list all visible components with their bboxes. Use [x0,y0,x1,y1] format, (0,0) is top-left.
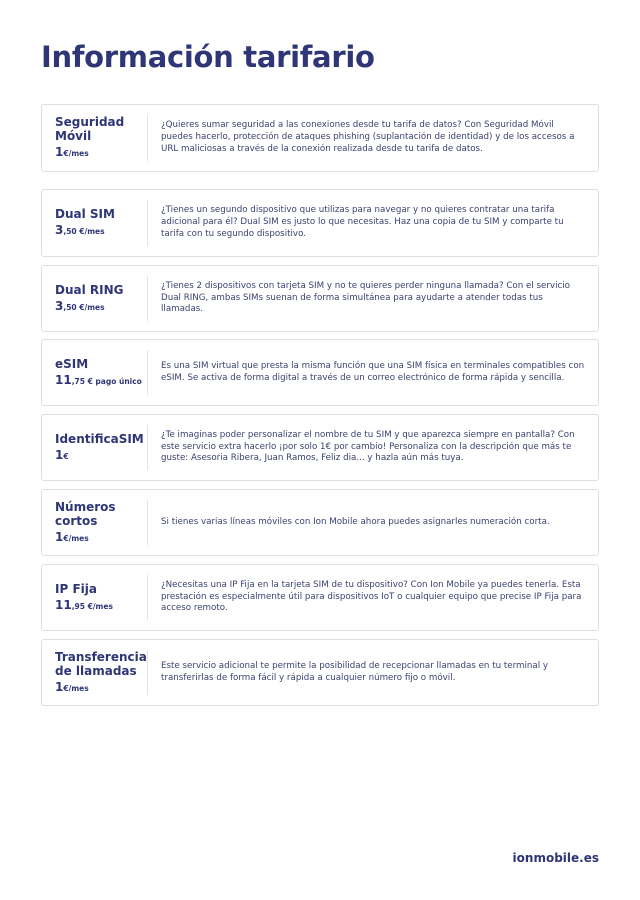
service-description: ¿Tienes 2 dispositivos con tarjeta SIM y no te quieres perder ninguna llamada? Con el servicio Dual RING, ambas SIMs suenan de forma simultánea para ayudarte a atender todas tus llamadas. [161,280,570,315]
service-price [55,298,147,315]
page-title: Información tarifario [41,40,375,74]
service-description: Este servicio adicional te permite la posibilidad de recepcionar llamadas en tu terminal y transferirlas de forma fácil y rápida a cualquier número fijo o móvil. [161,660,549,683]
price-unit: €/mes [63,533,89,543]
price-unit: ,95 €/mes [71,601,113,611]
service-name: IdentificaSIM [55,431,144,446]
service-price [55,447,147,464]
service-price [55,372,147,389]
service-description: ¿Te imaginas poder personalizar el nombre de tu SIM y que aparezca siempre en pantalla? Con este servicio extra hacerlo ¡por solo 1€ por cambio! Personaliza con la descripción que más te guste: Asesoria Ribera, Juan Ramos, Feliz dia... y hazla aún más tuya. [161,429,575,464]
service-price [55,222,147,239]
price-unit: €/mes [63,683,89,693]
price-amount: 11 [55,372,72,387]
service-description: ¿Quieres sumar seguridad a las conexiones desde tu tarifa de datos? Con Seguridad Móvil puedes hacerlo, protección de ataques phishing (suplantación de identidad) y de los accesos a URL maliciosas a través de la conexión realizada desde tu tarifa de datos. [161,120,575,154]
service-name: Números cortos [55,499,116,528]
price-unit: ,75 € pago único [71,376,142,386]
service-summary [42,425,148,470]
service-summary [42,200,148,246]
service-price [55,597,147,614]
service-card-ip-fija [41,564,599,631]
price-amount: 1 [55,145,64,159]
service-summary [42,650,148,695]
service-price [55,529,147,546]
service-card-transferencia-llamadas [41,639,599,706]
service-card-dual-ring [41,265,599,332]
service-name: Seguridad Móvil [55,115,125,143]
service-summary [42,575,148,620]
service-list [41,104,599,706]
service-card-seguridad-movil [41,104,599,172]
service-description: Es una SIM virtual que presta la misma función que una SIM física en terminales compatibles con eSIM. Se activa de forma digital a través de un correo electrónico de forma rápida y sencilla. [161,360,585,383]
price-amount: 1 [55,529,64,544]
service-summary [42,500,148,545]
service-card-dual-sim [41,189,599,257]
price-unit: € [63,451,69,461]
service-description: ¿Necesitas una IP Fija en la tarjeta SIM de tu dispositivo? Con Ion Mobile ya puedes tenerla. Esta prestación es especialmente útil para dispositivos IoT o cualquier equipo que precise IP Fija para acceso remoto. [161,579,582,614]
price-amount: 3 [55,223,64,237]
footer-website-link[interactable]: ionmobile.es [512,851,599,865]
price-unit: €/mes [63,149,89,158]
service-price [55,679,147,696]
price-unit: ,50 €/mes [63,302,105,312]
service-card-identificasim [41,414,599,481]
service-name: Dual SIM [55,207,115,221]
service-name: eSIM [55,356,89,371]
service-card-esim [41,339,599,406]
service-summary [42,115,148,161]
service-description: Si tienes varias líneas móviles con Ion Mobile ahora puedes asignarles numeración corta. [161,516,550,527]
price-amount: 11 [55,597,72,612]
service-name: Dual RING [55,282,124,297]
price-amount: 1 [55,447,64,462]
price-unit: ,50 €/mes [63,227,105,236]
service-summary [42,350,148,395]
service-summary [42,276,148,321]
price-amount: 3 [55,298,64,313]
service-name: IP Fija [55,581,97,596]
price-amount: 1 [55,679,64,694]
service-card-numeros-cortos [41,489,599,556]
service-name: Transferencia de llamadas [55,649,147,678]
service-description: ¿Tienes un segundo dispositivo que utilizas para navegar y no quieres contratar una tarifa adicional para él? Dual SIM es justo lo que necesitas. Haz una copia de tu SIM y comparte tu tarifa con tu segundo dispositivo. [161,205,564,239]
service-price [55,144,147,161]
